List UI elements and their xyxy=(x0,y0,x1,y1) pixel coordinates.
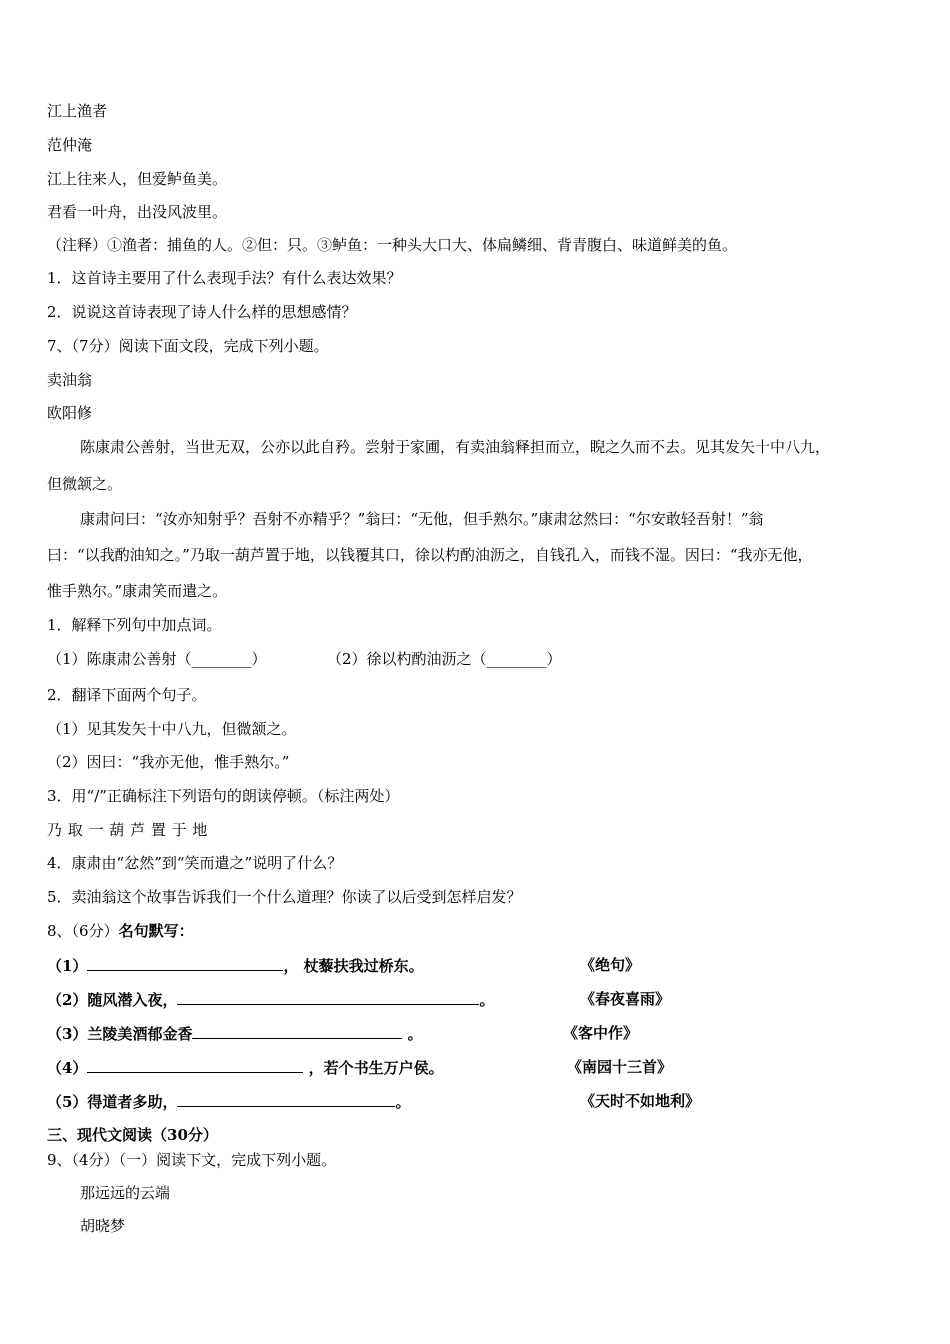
sub-question: 5．卖油翁这个故事告诉我们一个什么道理？你读了以后受到怎样启发？ xyxy=(47,888,522,906)
poem-source: 《天时不如地利》 xyxy=(580,1092,701,1110)
sub-question-item: （1）见其发矢十中八九，但微颔之。 xyxy=(47,720,297,738)
fill-item-suffix: 。 xyxy=(395,1093,411,1111)
sub-question: 4．康肃由“忿然”到“笑而遣之”说明了什么？ xyxy=(47,854,343,872)
fill-item-prefix: （4） xyxy=(47,1059,88,1077)
passage-text: 惟手熟尔。”康肃笑而遣之。 xyxy=(47,582,228,600)
passage-author: 欧阳修 xyxy=(47,404,93,422)
fill-item-suffix: ， 杖藜扶我过桥东。 xyxy=(283,957,424,975)
q8-score: 8、（6分） xyxy=(47,922,119,940)
fill-item xyxy=(47,955,424,976)
poem-line: 君看一叶舟，出没风波里。 xyxy=(47,203,228,221)
fill-item-suffix: 。 xyxy=(479,991,495,1009)
sub-question-item: （1）陈康肃公善射（________） xyxy=(47,650,267,668)
passage-title: 卖油翁 xyxy=(47,371,93,389)
fill-item xyxy=(47,1057,444,1078)
pause-line: 乃 取 一 葫 芦 置 于 地 xyxy=(47,821,208,839)
q8-title: 名句默写： xyxy=(118,922,194,940)
section-heading: 三、现代文阅读（30分） xyxy=(47,1126,218,1144)
poem-note: （注释）①渔者：捕鱼的人。②但：只。③鲈鱼：一种头大口大、体扁鳞细、背青腹白、味道鲜美的鱼。 xyxy=(47,236,738,254)
passage-text: 但微颔之。 xyxy=(47,475,123,493)
sub-question-item: （2）因曰：“我亦无他，惟手熟尔。” xyxy=(47,753,290,771)
sub-question-item: （2）徐以杓酌油沥之（________） xyxy=(327,650,562,668)
q9-header: 9、（4分）（一）阅读下文，完成下列小题。 xyxy=(47,1151,337,1169)
q7-header: 7、（7分）阅读下面文段，完成下列小题。 xyxy=(47,337,329,355)
fill-blank[interactable] xyxy=(177,1091,395,1107)
poem-line: 江上往来人，但爱鲈鱼美。 xyxy=(47,170,228,188)
poem-source: 《南园十三首》 xyxy=(567,1058,673,1076)
poem-source: 《春夜喜雨》 xyxy=(580,990,671,1008)
question: 1．这首诗主要用了什么表现手法？有什么表达效果？ xyxy=(47,269,402,287)
poem-title: 江上渔者 xyxy=(47,102,108,120)
fill-blank[interactable] xyxy=(177,989,479,1005)
question: 2．说说这首诗表现了诗人什么样的思想感情？ xyxy=(47,303,357,321)
fill-item-prefix: （2）随风潜入夜， xyxy=(47,991,178,1009)
passage-text: 曰：“以我酌油知之。”乃取一葫芦置于地，以钱覆其口，徐以杓酌油沥之，自钱孔入，而钱不湿。因曰：“我亦无他， xyxy=(47,546,813,564)
passage-text: 康肃问曰：“汝亦知射乎？吾射不亦精乎？”翁曰：“无他，但手熟尔。”康肃忿然曰：“尔安敢轻吾射！”翁 xyxy=(80,510,764,528)
passage-title: 那远远的云端 xyxy=(80,1184,171,1202)
fill-item-prefix: （5）得道者多助， xyxy=(47,1093,178,1111)
poem-source: 《客中作》 xyxy=(563,1024,639,1042)
fill-item-prefix: （3）兰陵美酒郁金香 xyxy=(47,1025,193,1043)
fill-item xyxy=(47,989,494,1010)
fill-blank[interactable] xyxy=(192,1023,402,1039)
fill-item xyxy=(47,1023,423,1044)
fill-item xyxy=(47,1091,410,1112)
sub-question: 1．解释下列句中加点词。 xyxy=(47,616,222,634)
passage-text: 陈康肃公善射，当世无双，公亦以此自矜。尝射于家圃，有卖油翁释担而立，睨之久而不去。见其发矢十中八九， xyxy=(80,438,831,456)
fill-blank[interactable] xyxy=(87,1057,303,1073)
fill-item-suffix: 。 xyxy=(402,1025,423,1043)
passage-author: 胡晓梦 xyxy=(80,1217,126,1235)
poem-source: 《绝句》 xyxy=(580,956,641,974)
fill-item-prefix: （1） xyxy=(47,957,88,975)
sub-question: 3．用“/”正确标注下列语句的朗读停顿。（标注两处） xyxy=(47,787,400,805)
fill-blank[interactable] xyxy=(87,955,283,971)
fill-item-suffix: ，若个书生万户侯。 xyxy=(303,1059,444,1077)
q8-header xyxy=(47,921,194,941)
sub-question: 2．翻译下面两个句子。 xyxy=(47,686,207,704)
poem-author: 范仲淹 xyxy=(47,136,93,154)
